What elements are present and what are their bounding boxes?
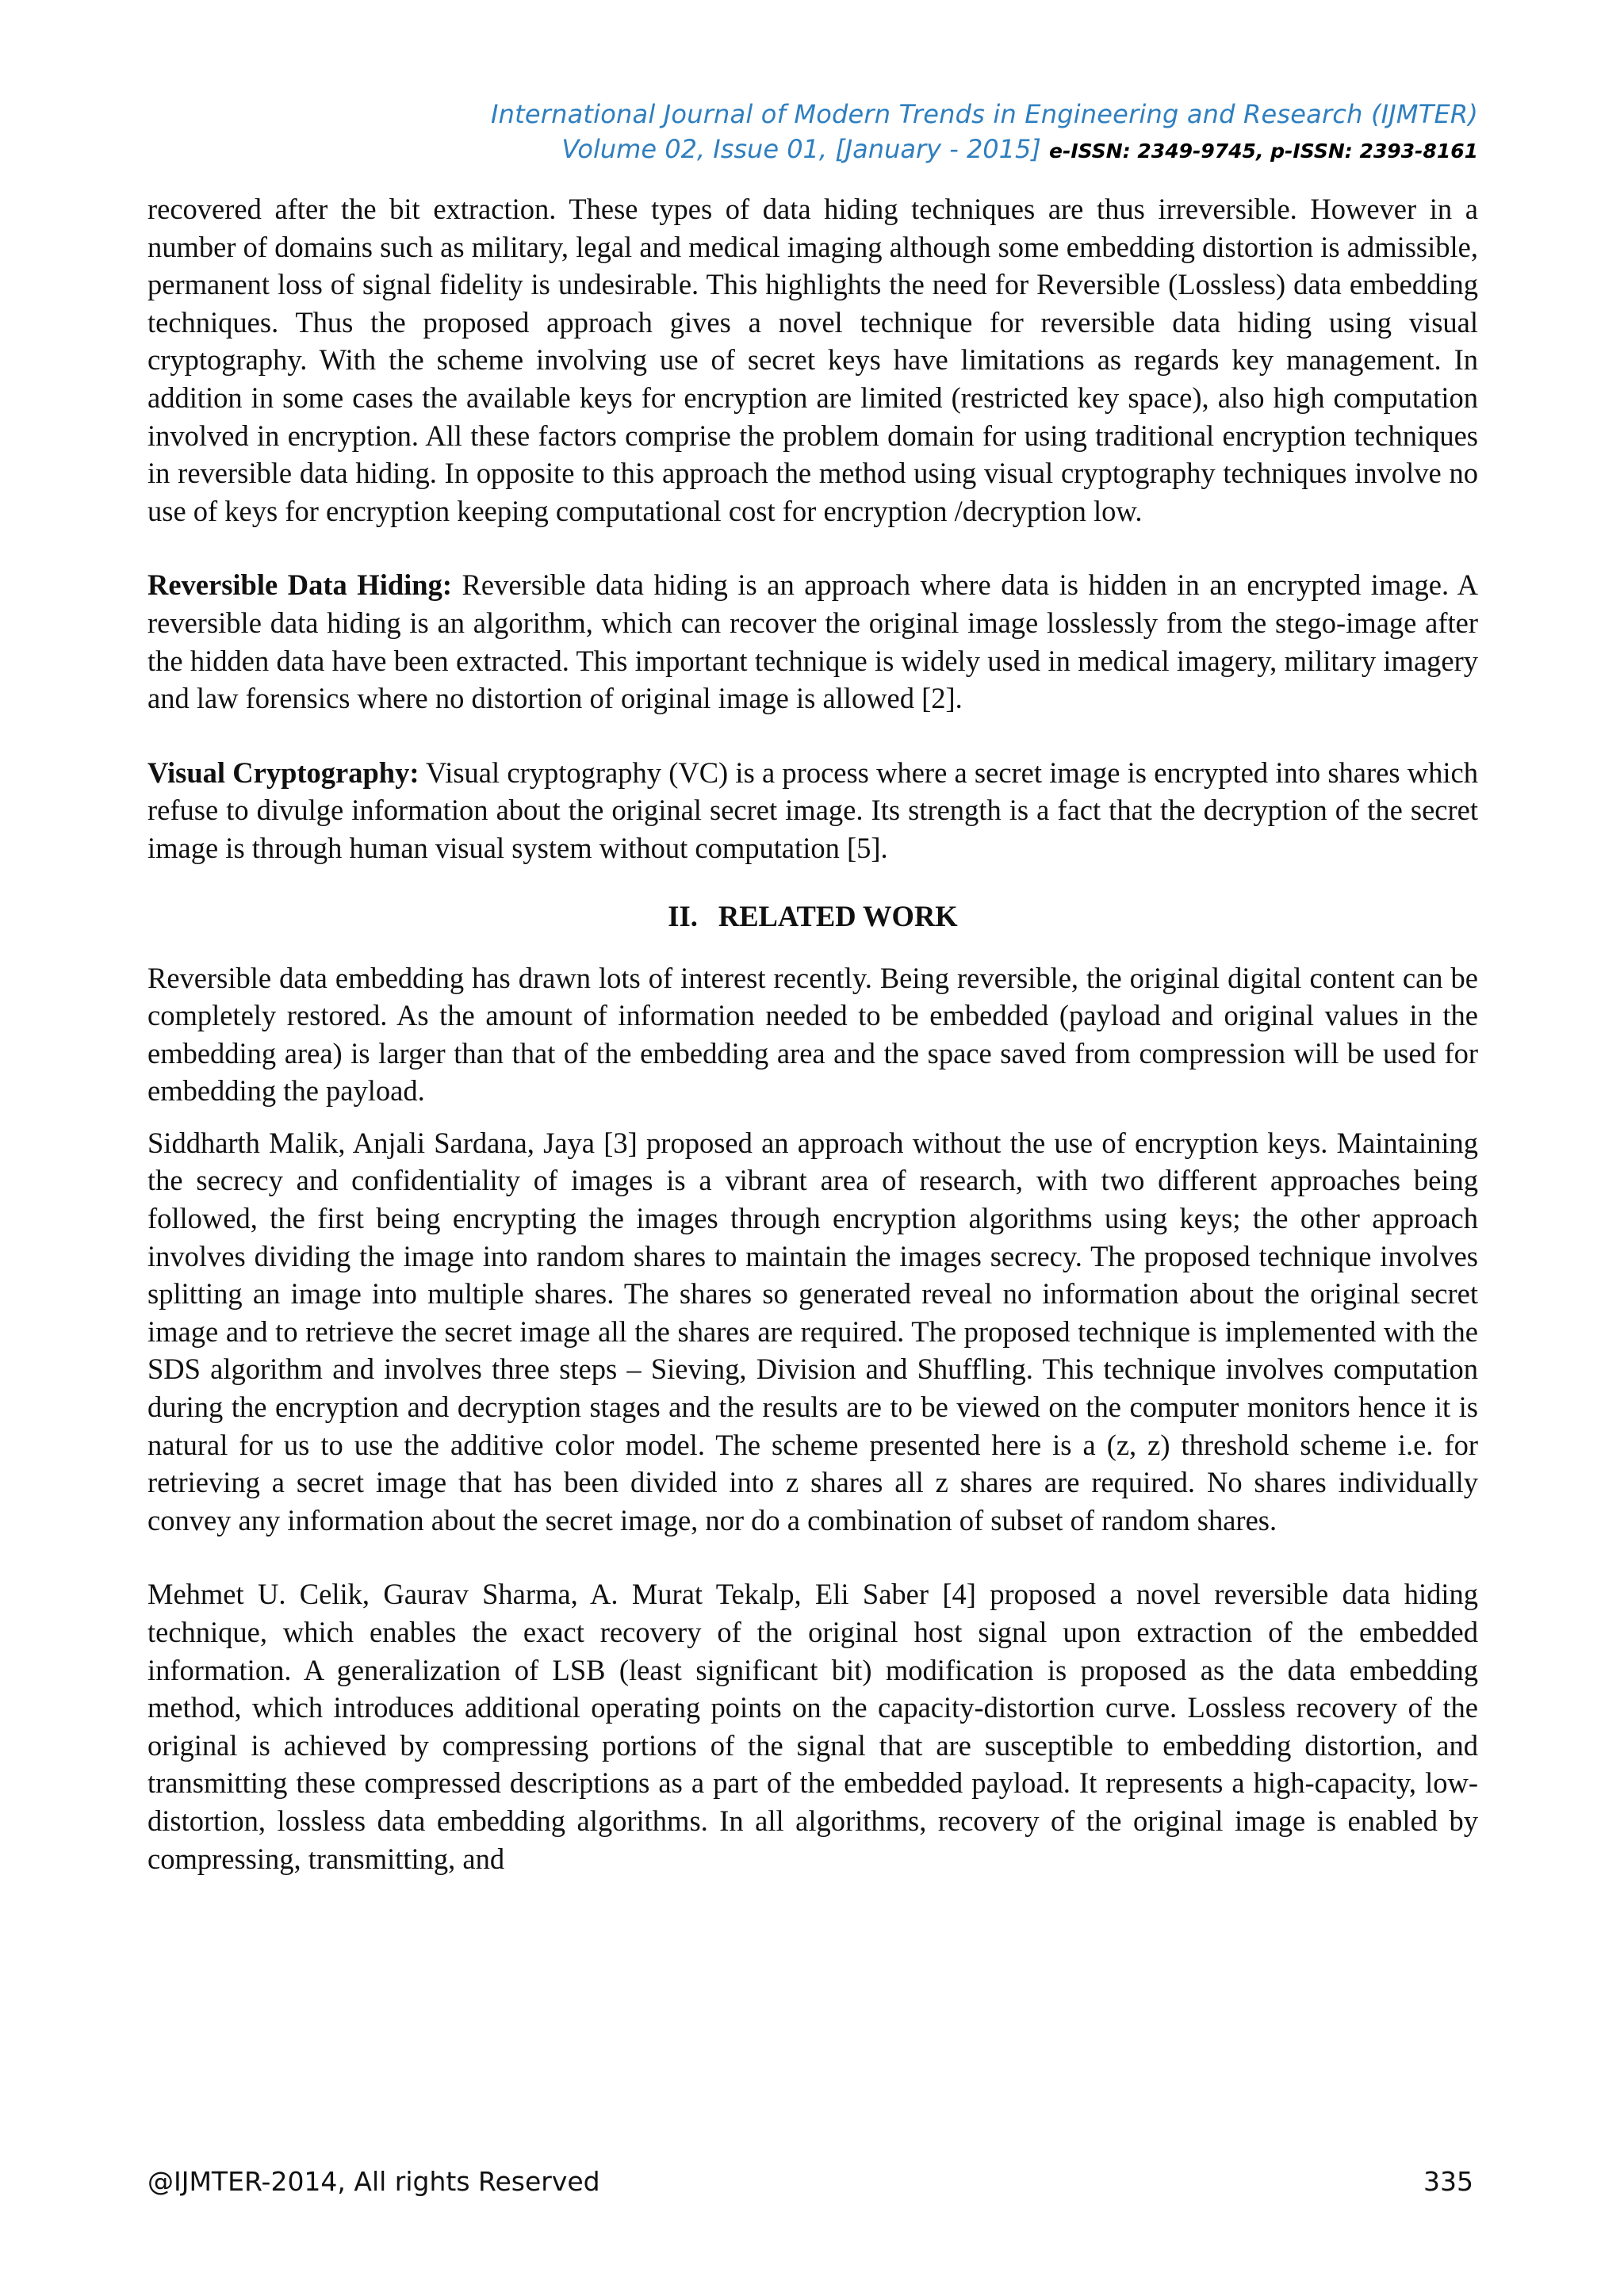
reversible-data-hiding-term: Reversible Data Hiding: (147, 568, 452, 602)
intro-paragraph: recovered after the bit extraction. These types of data hiding techniques are thus irreversible. However in a number of domains such as military, legal and medical imaging although some embedding distortion is admissible, permanent loss of signal fidelity is undesirable. This highlights the need for Reversible (Lossless) data embedding techniques. Thus the proposed approach gives a novel technique for reversible data hiding using visual cryptography. With the scheme involving use of secret keys have limitations as regards key management. In addition in some cases the available keys for encryption are limited (restricted key space), also high computation involved in encryption. All these factors comprise the problem domain for using traditional encryption techniques in reversible data hiding. In opposite to this approach the method using visual cryptography techniques involve no use of keys for encryption keeping computational cost for encryption /decryption low. (147, 193, 1478, 527)
page-number: 335 (1423, 2166, 1473, 2197)
reversible-data-hiding-text: Reversible data hiding is an approach where data is hidden in an encrypted image. A reversible data hiding is an algorithm, which can recover the original image losslessly from the stego-image after the hidden data have been extracted. This important technique is widely used in medical imagery, military imagery and law forensics where no distortion of original image is allowed [2]. (147, 568, 1479, 715)
visual-cryptography-text: Visual cryptography (VC) is a process where a secret image is encrypted into shares which refuse to divulge information about the original secret image. Its strength is a fact that the decryption of the secret image is through human visual system without computation [5]. (147, 756, 1478, 864)
page-body (147, 190, 1478, 1877)
footer-copyright: @IJMTER-2014, All rights Reserved (147, 2166, 600, 2197)
visual-cryptography-term: Visual Cryptography: (147, 756, 419, 789)
journal-issn: e-ISSN: 2349-9745, p-ISSN: 2393-8161 (1049, 140, 1478, 163)
related-work-paragraph-2: Siddharth Malik, Anjali Sardana, Jaya [3] proposed an approach without the use of encryption keys. Maintaining the secrecy and confidentiality of images is a vibrant area of research, with two different approaches being followed, the first being encrypting the images through encryption algorithms using keys; the other approach involves dividing the image into random shares to maintain the images secrecy. The proposed technique involves splitting an image into multiple shares. The shares so generated reveal no information about the original secret image and to retrieve the secret image all the shares are required. The proposed technique is implemented with the SDS algorithm and involves three steps – Sieving, Division and Shuffling. This technique involves computation during the encryption and decryption stages and the results are to be viewed on the computer monitors hence it is natural for us to use the additive color model. The scheme presented here is a (z, z) threshold scheme i.e. for retrieving a secret image that has been divided into z shares all z shares are required. No shares individually convey any information about the secret image, nor do a combination of subset of random shares. (147, 1126, 1478, 1536)
paragraph-gap (147, 718, 1478, 754)
visual-cryptography-paragraph (147, 754, 1478, 867)
paragraph-gap (147, 1110, 1478, 1124)
section-number: II. (668, 899, 698, 932)
paragraph-gap (147, 1539, 1478, 1575)
journal-volume: Volume 02, Issue 01, [January - 2015] (561, 134, 1041, 164)
related-work-paragraph-3: Mehmet U. Celik, Gaurav Sharma, A. Murat Tekalp, Eli Saber [4] proposed a novel reversible data hiding technique, which enables the exact recovery of the original host signal upon extraction of the embedded information. A generalization of LSB (least significant bit) modification is proposed as the data embedding method, which introduces additional operating points on the capacity-distortion curve. Lossless recovery of the original is achieved by compressing portions of the signal that are susceptible to embedding distortion, and transmitting these compressed descriptions as a part of the embedded payload. It represents a high-capacity, low-distortion, lossless data embedding algorithms. In all algorithms, recovery of the original image is enabled by compressing, transmitting, and (147, 1578, 1478, 1875)
reversible-data-hiding-paragraph (147, 566, 1478, 717)
journal-header (491, 97, 1478, 169)
section-title: RELATED WORK (718, 899, 958, 932)
related-work-paragraph-1: Reversible data embedding has drawn lots of interest recently. Being reversible, the original digital content can be completely restored. As the amount of information needed to be embedded (payload and original values in the embedding area) is larger than that of the embedding area and the space saved from compression will be used for embedding the payload. (147, 961, 1478, 1108)
paragraph-gap (147, 530, 1478, 566)
journal-title: International Journal of Modern Trends in Engineering and Research (IJMTER) (491, 99, 1478, 129)
section-heading (147, 897, 1478, 936)
journal-volume-line (491, 132, 1478, 169)
